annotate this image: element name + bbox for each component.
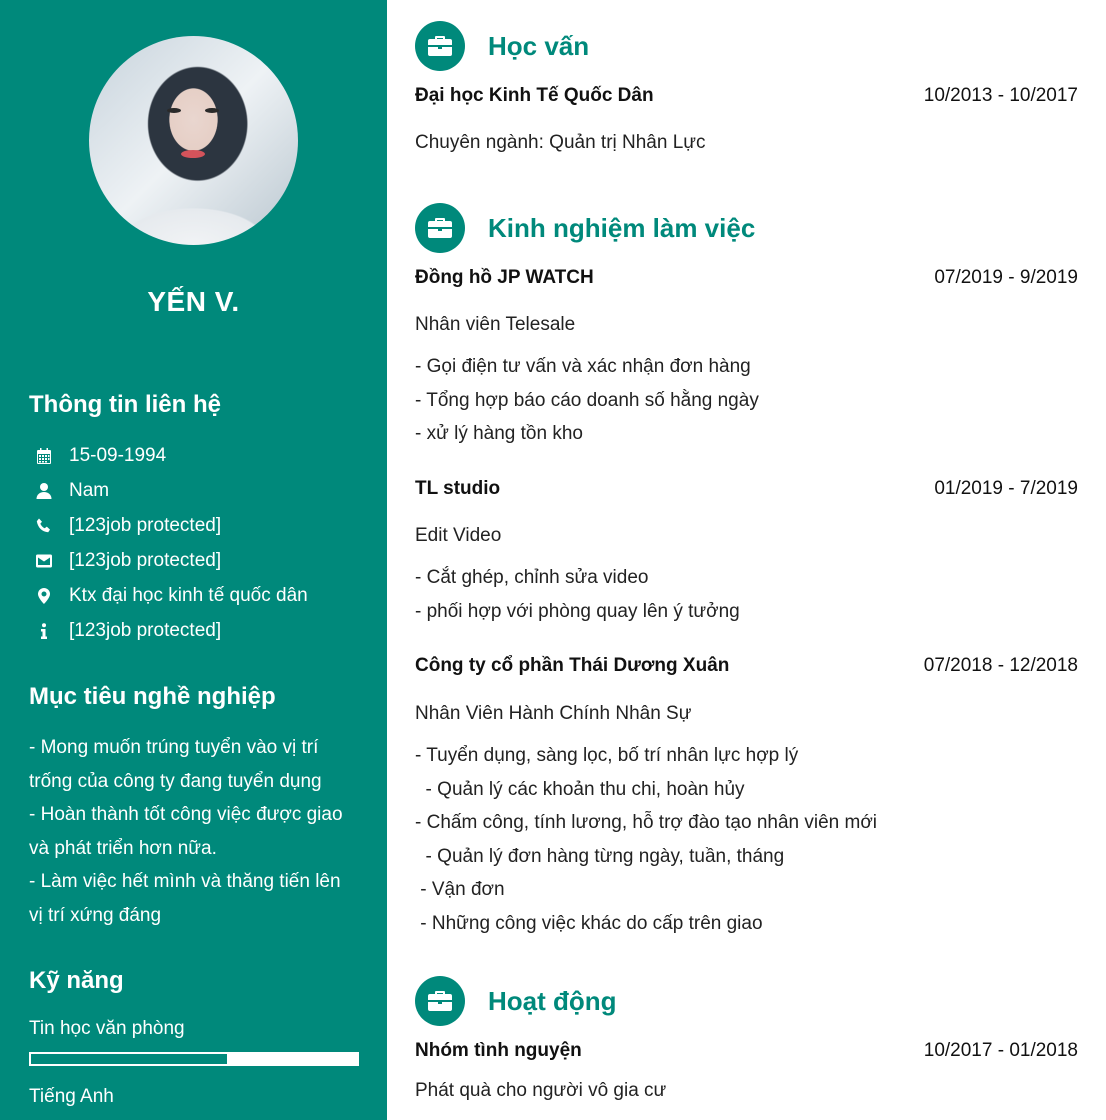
briefcase-icon bbox=[415, 203, 465, 253]
contact-other bbox=[33, 613, 308, 648]
entry-line: - Vận đơn bbox=[415, 879, 505, 900]
entry-line: - Những công việc khác do cấp trên giao bbox=[415, 913, 763, 934]
entry-date: 01/2019 - 7/2019 bbox=[934, 478, 1078, 499]
entry-line: - Tuyển dụng, sàng lọc, bố trí nhân lực hợp lý bbox=[415, 745, 799, 766]
objective-line: trống của công ty đang tuyển dụng bbox=[29, 770, 322, 792]
entry-date: 10/2013 - 10/2017 bbox=[923, 85, 1078, 106]
entry-date: 10/2017 - 01/2018 bbox=[923, 1040, 1078, 1061]
objective-line: - Mong muốn trúng tuyển vào vị trí bbox=[29, 737, 319, 758]
user-icon bbox=[33, 480, 55, 502]
objective-line: - Hoàn thành tốt công việc được giao bbox=[29, 804, 343, 825]
envelope-icon bbox=[33, 550, 55, 572]
contact-address bbox=[33, 578, 308, 613]
section-activities-header bbox=[415, 976, 617, 1026]
experience-entry-header bbox=[415, 267, 1078, 289]
briefcase-icon bbox=[415, 976, 465, 1026]
contact-value: Nam bbox=[69, 479, 110, 501]
entry-line: - Gọi điện tư vấn và xác nhận đơn hàng bbox=[415, 356, 751, 377]
skill-progress-fill bbox=[31, 1054, 227, 1064]
contact-value: [123job protected] bbox=[69, 549, 222, 571]
entry-date: 07/2018 - 12/2018 bbox=[923, 655, 1078, 676]
candidate-name: YẾN V. bbox=[147, 286, 240, 317]
entry-org: Đồng hồ JP WATCH bbox=[415, 267, 594, 288]
skill-label: Tiếng Anh bbox=[29, 1086, 114, 1107]
main-content bbox=[387, 0, 1106, 1120]
contact-value: [123job protected] bbox=[69, 619, 222, 641]
entry-org: TL studio bbox=[415, 478, 501, 499]
entry-line: Chuyên ngành: Quản trị Nhân Lực bbox=[415, 132, 706, 153]
entry-role: Phát quà cho người vô gia cư bbox=[415, 1080, 667, 1101]
section-title: Học vấn bbox=[488, 30, 590, 61]
avatar-detail bbox=[167, 108, 181, 113]
entry-line: - Tổng hợp báo cáo doanh số hằng ngày bbox=[415, 390, 759, 411]
briefcase-icon bbox=[415, 21, 465, 71]
entry-line: - Quản lý đơn hàng từng ngày, tuần, tháng bbox=[415, 846, 785, 867]
entry-line: - Quản lý các khoản thu chi, hoàn hủy bbox=[415, 779, 745, 800]
objective-line: vị trí xứng đáng bbox=[29, 904, 162, 926]
entry-org: Đại học Kinh Tế Quốc Dân bbox=[415, 85, 654, 106]
avatar-detail bbox=[205, 108, 219, 113]
entry-date: 07/2019 - 9/2019 bbox=[934, 267, 1078, 288]
skill-label: Tin học văn phòng bbox=[29, 1018, 185, 1039]
entry-org: Công ty cổ phần Thái Dương Xuân bbox=[415, 655, 730, 676]
experience-entry-header bbox=[415, 478, 1078, 500]
entry-org: Nhóm tình nguyện bbox=[415, 1040, 582, 1061]
entry-line: - phối hợp với phòng quay lên ý tưởng bbox=[415, 601, 740, 622]
education-entry-header bbox=[415, 85, 1078, 107]
contact-gender bbox=[33, 473, 308, 508]
section-education-header bbox=[415, 21, 589, 71]
entry-role: Edit Video bbox=[415, 525, 502, 546]
contact-value: 15-09-1994 bbox=[69, 444, 167, 466]
contact-list bbox=[33, 438, 308, 648]
entry-role: Nhân viên Telesale bbox=[415, 314, 576, 335]
skill-progress-bar bbox=[29, 1052, 359, 1066]
activity-entry-header bbox=[415, 1040, 1078, 1062]
objective-line: và phát triển hơn nữa. bbox=[29, 837, 217, 859]
contact-title: Thông tin liên hệ bbox=[29, 391, 221, 418]
contact-value: [123job protected] bbox=[69, 514, 222, 536]
experience-entry-header bbox=[415, 655, 1078, 677]
objective-title: Mục tiêu nghề nghiệp bbox=[29, 683, 276, 710]
entry-line: - Chấm công, tính lương, hỗ trợ đào tạo nhân viên mới bbox=[415, 812, 878, 833]
info-icon bbox=[33, 620, 55, 642]
contact-phone bbox=[33, 508, 308, 543]
objective-line: - Làm việc hết mình và thăng tiến lên bbox=[29, 871, 341, 892]
entry-line: - xử lý hàng tồn kho bbox=[415, 423, 583, 444]
contact-value: Ktx đại học kinh tế quốc dân bbox=[69, 584, 308, 606]
avatar bbox=[89, 36, 298, 245]
avatar-detail bbox=[181, 150, 205, 158]
sidebar bbox=[0, 0, 387, 1120]
contact-birthdate bbox=[33, 438, 308, 473]
skills-title: Kỹ năng bbox=[29, 967, 124, 994]
objective-text bbox=[29, 731, 369, 932]
entry-role: Nhân Viên Hành Chính Nhân Sự bbox=[415, 703, 692, 724]
contact-email bbox=[33, 543, 308, 578]
calendar-icon bbox=[33, 445, 55, 467]
map-marker-icon bbox=[33, 585, 55, 607]
entry-line: - Cắt ghép, chỉnh sửa video bbox=[415, 567, 649, 588]
section-title: Hoạt động bbox=[488, 985, 617, 1016]
section-experience-header bbox=[415, 203, 755, 253]
section-title: Kinh nghiệm làm việc bbox=[488, 212, 756, 243]
phone-icon bbox=[33, 515, 55, 537]
